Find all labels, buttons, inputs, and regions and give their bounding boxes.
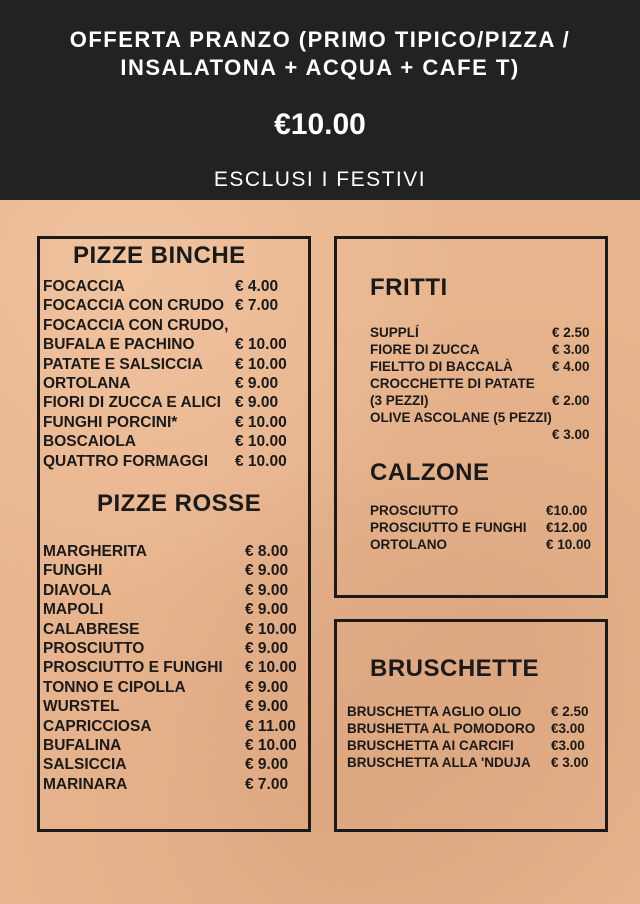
item-price: € 7.00 — [245, 775, 289, 793]
item-price: € 10.00 — [245, 737, 297, 754]
pizze-binche-item — [43, 335, 303, 354]
bruschette-title: BRUSCHETTE — [370, 655, 540, 682]
item-price: € 9.00 — [245, 698, 289, 716]
offer-line-2: INSALATONA + ACQUA + CAFE T) — [120, 55, 520, 80]
offer-line-1: OFFERTA PRANZO (PRIMO TIPICO/PIZZA / — [69, 27, 571, 52]
pizze-rosse-item — [43, 581, 303, 600]
item-name: PROSCIUTTO — [43, 640, 145, 657]
item-name: FOCACCIA CON CRUDO — [43, 297, 225, 315]
item-name: FIORE DI ZUCCA — [370, 342, 480, 357]
pizze-rosse-item — [43, 775, 303, 794]
item-price: €10.00 — [546, 503, 588, 518]
item-price: € 9.00 — [245, 581, 289, 599]
bruschette-item — [347, 754, 597, 771]
item-price: € 9.00 — [245, 640, 289, 657]
item-price: € 7.00 — [235, 297, 279, 315]
item-name: PROSCIUTTO — [370, 503, 459, 518]
item-name: BRUSCHETTA AI CARCIFI — [347, 738, 514, 753]
item-name: BUFALINA — [43, 737, 122, 754]
item-price: € 10.00 — [235, 433, 287, 451]
pizze-binche-item — [43, 355, 303, 374]
item-price: € 3.00 — [552, 342, 590, 357]
item-price: €3.00 — [551, 721, 585, 736]
item-price: € 2.50 — [552, 325, 590, 340]
calzone-item — [370, 519, 620, 536]
item-price: € 9.00 — [245, 756, 289, 774]
item-name: PROSCIUTTO E FUNGHI — [370, 520, 527, 535]
item-price: € 2.50 — [551, 704, 589, 719]
item-price: € 10.00 — [245, 659, 297, 677]
item-name: (3 PEZZI) — [370, 393, 429, 408]
item-price: € 10.00 — [245, 620, 297, 638]
item-name: FUNGHI PORCINI* — [43, 413, 178, 431]
item-name: OLIVE ASCOLANE (5 PEZZI) — [370, 410, 552, 425]
item-name: BOSCAIOLA — [43, 433, 136, 451]
pizze-rosse-item — [43, 542, 303, 561]
calzone-item — [370, 502, 620, 519]
item-price: € 9.00 — [235, 375, 279, 392]
pizze-rosse-item — [43, 620, 303, 639]
fritti-item — [370, 392, 620, 409]
item-name: CALABRESE — [43, 620, 140, 638]
pizze-binche-item — [43, 393, 303, 412]
item-name: SUPPLÍ — [370, 325, 419, 340]
item-price: € 3.00 — [552, 427, 590, 442]
pizze-rosse-item — [43, 736, 303, 755]
item-name: CROCCHETTE DI PATATE — [370, 376, 535, 391]
pizze-binche-item — [43, 277, 303, 296]
bruschette-item — [347, 737, 597, 754]
bruschette-item — [347, 703, 597, 720]
item-price: € 9.00 — [245, 601, 289, 619]
item-price: € 9.00 — [235, 394, 279, 412]
excluded-holidays-note: ESCLUSI I FESTIVI — [213, 168, 427, 191]
pizze-rosse-item — [43, 678, 303, 697]
item-name: QUATTRO FORMAGGI — [43, 452, 209, 470]
item-name: CAPRICCIOSA — [43, 717, 152, 735]
item-name: WURSTEL — [43, 698, 120, 716]
fritti-item — [370, 341, 620, 358]
item-name: FIELTTO DI BACCALÀ — [370, 359, 513, 374]
item-price: € 10.00 — [235, 452, 287, 470]
item-name: BRUSCHETTA AGLIO OLIO — [347, 704, 522, 719]
item-name: FUNGHI — [43, 562, 103, 580]
fritti-title: FRITTI — [370, 274, 448, 301]
item-price: € 4.00 — [235, 278, 279, 295]
item-name: ORTOLANA — [43, 375, 131, 392]
item-name: FIORI DI ZUCCA E ALICI — [43, 394, 221, 412]
item-name: BRUSHETTA AL POMODORO — [347, 721, 536, 736]
pizze-binche-item — [43, 374, 303, 393]
item-name: FOCACCIA — [43, 278, 125, 295]
bruschette-item — [347, 720, 597, 737]
calzone-item — [370, 536, 620, 553]
fritti-item — [370, 358, 620, 375]
item-name: SALSICCIA — [43, 756, 127, 774]
pizze-rosse-item — [43, 639, 303, 658]
item-price: € 9.00 — [245, 678, 289, 696]
pizze-binche-item — [43, 296, 303, 315]
fritti-item — [370, 409, 620, 426]
item-price: € 3.00 — [551, 755, 589, 770]
pizze-binche-title: PIZZE BINCHE — [73, 242, 246, 269]
item-price: € 9.00 — [245, 562, 289, 580]
pizze-binche-item — [43, 316, 303, 335]
pizze-rosse-item — [43, 600, 303, 619]
pizze-binche-item — [43, 432, 303, 451]
item-price: € 2.00 — [552, 393, 590, 408]
item-name: BRUSCHETTA ALLA 'NDUJA — [347, 755, 531, 770]
item-price: € 10.00 — [235, 336, 287, 354]
lunch-offer-text — [40, 26, 600, 82]
pizze-binche-item — [43, 452, 303, 471]
item-price: € 10.00 — [235, 355, 287, 373]
item-price: € 4.00 — [552, 359, 590, 374]
fritti-item — [370, 324, 620, 341]
item-name: FOCACCIA CON CRUDO, — [43, 316, 229, 334]
fritti-item — [370, 375, 620, 392]
item-name: PROSCIUTTO E FUNGHI — [43, 659, 223, 677]
pizze-binche-item — [43, 413, 303, 432]
item-price: € 11.00 — [245, 717, 296, 735]
item-price: € 10.00 — [546, 537, 592, 552]
pizze-rosse-item — [43, 717, 303, 736]
item-price: €12.00 — [546, 520, 588, 535]
pizze-rosse-title: PIZZE ROSSE — [97, 490, 262, 517]
item-price: €3.00 — [551, 738, 585, 753]
pizze-rosse-item — [43, 561, 303, 580]
calzone-title: CALZONE — [370, 459, 490, 486]
item-price: € 8.00 — [245, 543, 289, 560]
item-name: MAPOLI — [43, 601, 104, 619]
fritti-item — [370, 426, 620, 443]
item-price: € 10.00 — [235, 413, 287, 431]
item-name: MARGHERITA — [43, 543, 147, 560]
item-name: ORTOLANO — [370, 537, 447, 552]
item-name: MARINARA — [43, 775, 128, 793]
pizze-rosse-item — [43, 697, 303, 716]
header-banner — [0, 0, 640, 200]
item-name: BUFALA E PACHINO — [43, 336, 195, 354]
offer-price: €10.00 — [274, 108, 366, 141]
pizze-rosse-item — [43, 755, 303, 774]
pizze-rosse-item — [43, 658, 303, 677]
item-name: DIAVOLA — [43, 581, 112, 599]
item-name: PATATE E SALSICCIA — [43, 355, 203, 373]
item-name: TONNO E CIPOLLA — [43, 678, 186, 696]
